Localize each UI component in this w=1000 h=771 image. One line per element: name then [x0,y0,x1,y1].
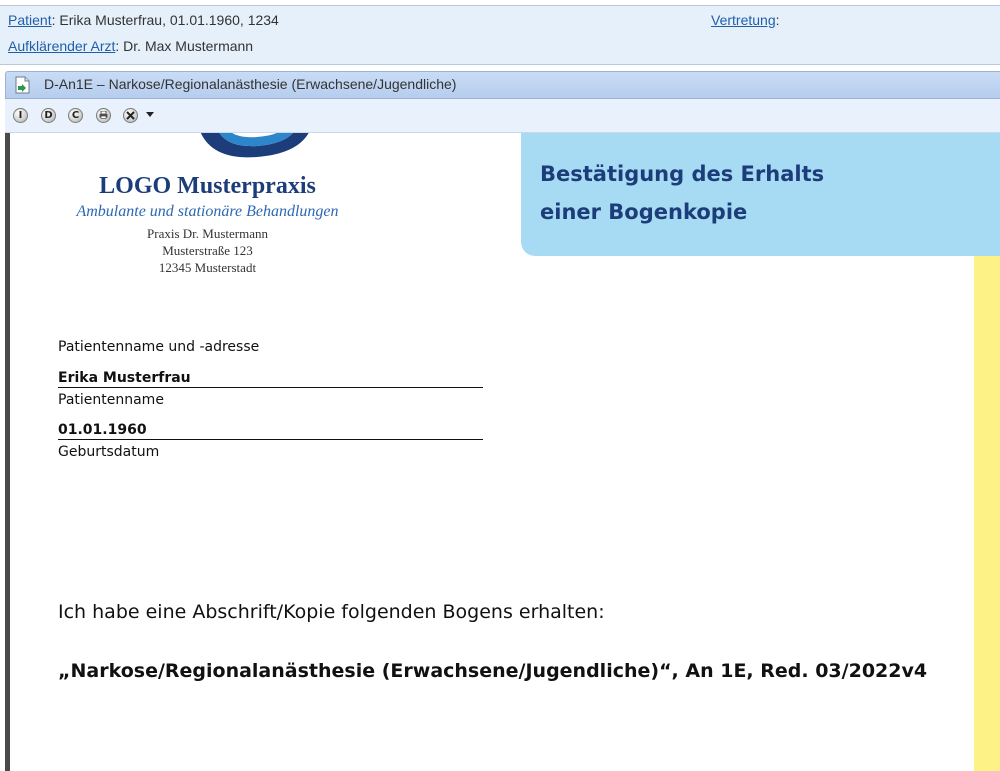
patient-header [0,5,1000,65]
practice-street: Musterstraße 123 [162,243,253,258]
document-heading-box [521,133,1000,256]
practice-name: Praxis Dr. Mustermann [147,226,268,241]
tab-title: D-An1E – Narkose/Regionalanästhesie (Erwachsene/Jugendliche) [44,76,457,92]
c-button-icon[interactable]: C [68,108,83,123]
section-label: Patientenname und -adresse [58,339,260,355]
practice-city: 12345 Musterstadt [158,260,257,275]
birthdate-caption: Geburtsdatum [58,444,160,460]
print-icon[interactable] [96,108,111,123]
dropdown-arrow-icon[interactable] [146,112,154,117]
patient-link[interactable]: Patient [8,12,52,28]
document-toolbar [5,99,1000,133]
patient-value: Erika Musterfrau, 01.01.1960, 1234 [59,12,279,28]
info-button-icon[interactable]: I [13,108,28,123]
representation-link[interactable]: Vertretung [711,12,776,28]
form-reference: „Narkose/Regionalanästhesie (Erwachsene/Jugendliche)“, An 1E, Red. 03/2022v4 [58,660,928,682]
document-tab[interactable] [5,71,1000,99]
patient-name-caption: Patientenname [58,392,164,408]
d-button-icon[interactable]: D [41,108,56,123]
logo-graphic [195,133,315,163]
birthdate-field[interactable]: 01.01.1960 [58,422,483,440]
statement-text: Ich habe eine Abschrift/Kopie folgenden Bogens erhalten: [58,601,605,623]
logo-title: LOGO Musterpraxis [99,173,316,199]
doctor-link[interactable]: Aufklärender Arzt [8,38,116,54]
logo-subtitle: Ambulante und stationäre Behandlungen [76,203,339,220]
doctor-row: Aufklärender Arzt: Dr. Max Mustermann [8,38,254,54]
doctor-value: Dr. Max Mustermann [123,38,254,54]
document-view [5,133,1000,771]
representation-row: Vertretung: [711,12,780,28]
patient-name-field[interactable]: Erika Musterfrau [58,370,483,388]
document-icon [15,76,31,94]
patient-row: Patient: Erika Musterfrau, 01.01.1960, 1234 [8,12,279,28]
document-heading: Bestätigung des Erhalts einer Bogenkopie [540,162,825,224]
close-icon[interactable] [123,108,138,123]
